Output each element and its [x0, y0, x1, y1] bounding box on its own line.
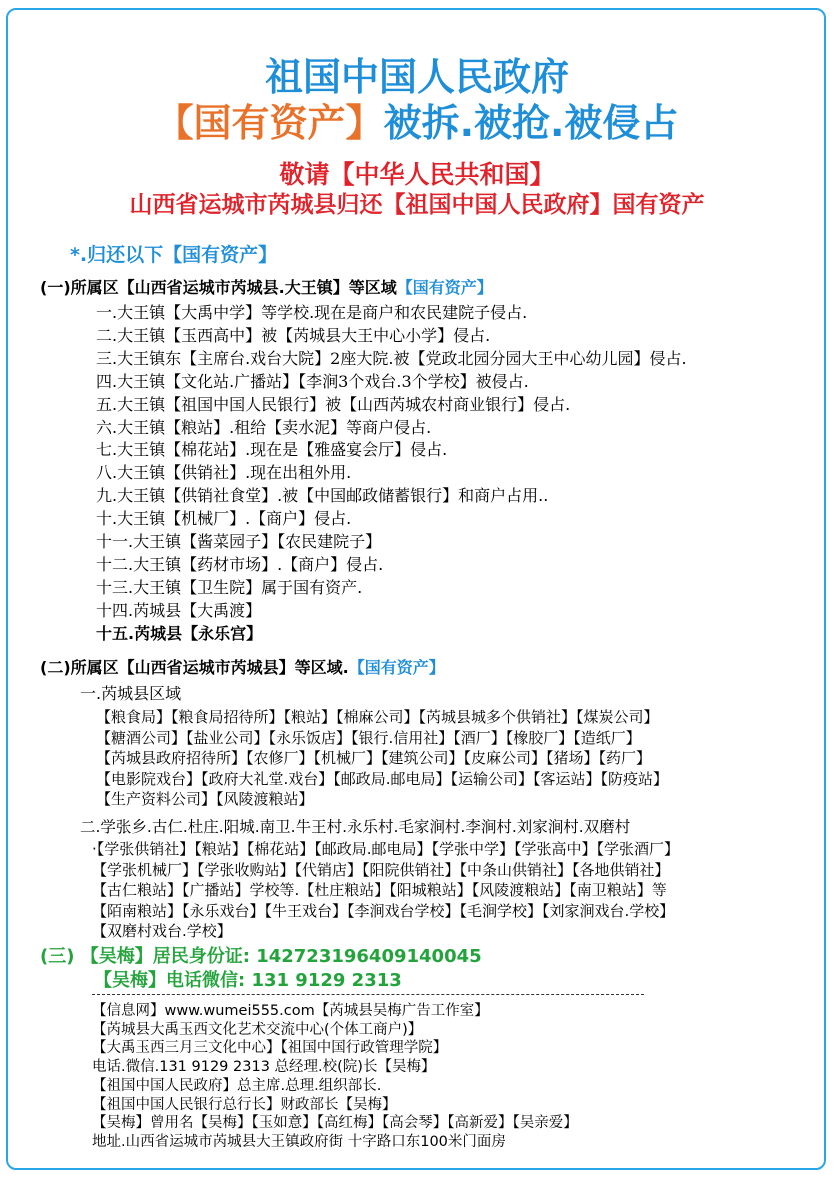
- list-item: 【芮城县政府招待所】【农修厂】【机械厂】【建筑公司】【皮麻公司】【猪场】【药厂】: [96, 749, 652, 768]
- list-item: 十.大王镇【机械厂】.【商户】侵占.: [96, 509, 352, 529]
- request-line-1: 敬请【中华人民共和国】: [279, 160, 555, 189]
- contact-line: 【芮城县大禹玉西文化艺术交流中心(个体工商户)】: [92, 1021, 423, 1038]
- title-line-2: [0, 101, 834, 145]
- title-line-1: 祖国中国人民政府: [264, 55, 569, 99]
- list-item: 【生产资料公司】【风陵渡粮站】: [96, 790, 314, 809]
- section-3-id-line: [40, 948, 482, 966]
- section-1-heading-text: (一)所属区【山西省运城市芮城县.大王镇】等区域: [40, 278, 397, 297]
- section-2-sub-1-title: 一.芮城县区域: [80, 684, 182, 703]
- section-3-id: 【吴梅】居民身份证: 142723196409140045: [80, 946, 482, 967]
- list-item: 【陌南粮站】【永乐戏台】【牛王戏台】【李涧戏台学校】【毛涧学校】【刘家涧戏台.学校】: [92, 901, 675, 920]
- return-heading-bracket: 【国有资产】: [163, 244, 278, 266]
- title-bracket-text: 【国有资产】: [155, 101, 384, 145]
- section-3-prefix: (三): [40, 946, 75, 967]
- list-item: 【粮食局】【粮食局招待所】【粮站】【棉麻公司】【芮城县城多个供销社】【煤炭公司】: [96, 708, 659, 726]
- list-item: 三.大王镇东【主席台.戏台大院】2座大院.被【党政北园分园大王中心幼儿园】侵占.: [96, 348, 687, 368]
- request-line-2-a: 山西省运城市芮城县归还: [129, 192, 383, 218]
- list-item: 六.大王镇【粮站】.租给【卖水泥】等商户侵占.: [96, 417, 432, 437]
- contact-line: 电话.微信.131 9129 2313 总经理.校(院)长【吴梅】: [92, 1059, 436, 1076]
- contact-line: 地址.山西省运城市芮城县大王镇政府街 十字路口东100米门面房: [92, 1133, 506, 1150]
- list-item: 十四.芮城县【大禹渡】: [96, 600, 262, 620]
- section-1-heading: [40, 280, 493, 296]
- list-item: 【糖酒公司】【盐业公司】【永乐饭店】【银行.信用社】【酒厂】【橡胶厂】【造纸厂】: [96, 728, 641, 747]
- list-item: 五.大王镇【祖国中国人民银行】被【山西芮城农村商业银行】侵占.: [96, 394, 571, 414]
- list-item: 八.大王镇【供销社】.现在出租外用.: [96, 463, 352, 483]
- list-item: 七.大王镇【棉花站】.现在是【雅盛宴会厅】侵占.: [96, 440, 448, 460]
- contact-line: 【信息网】www.wumei555.com【芮城县吴梅广告工作室】: [92, 1003, 489, 1019]
- list-item: 十二.大王镇【药材市场】.【商户】侵占.: [96, 554, 384, 574]
- return-heading: [70, 246, 277, 265]
- list-item: 【电影院戏台】【政府大礼堂.戏台】【邮政局.邮电局】【运输公司】【客运站】【防疫站】: [96, 769, 669, 788]
- section-2-sub-2-title: 二.学张乡.古仁.杜庄.阳城.南卫.牛王村.永乐村.毛家涧村.李涧村.刘家涧村.双磨村: [80, 818, 631, 836]
- request-line-2: [0, 194, 834, 217]
- list-item: 【古仁粮站】【广播站】学校等.【杜庄粮站】【阳城粮站】【风陵渡粮站】【南卫粮站】等: [92, 881, 667, 900]
- contact-line: 【祖国中国人民银行总行长】财政部长【吴梅】: [92, 1096, 397, 1113]
- list-item: 十五.芮城县【永乐宫】: [96, 623, 263, 643]
- contact-line: 【大禹玉西三月三文化中心】【祖国中国行政管理学院】: [92, 1040, 448, 1057]
- list-item: 九.大王镇【供销社食堂】.被【中国邮政储蓄银行】和商户占用..: [96, 486, 549, 506]
- list-item: 【学张机械厂】【学张收购站】【代销店】【阳院供销社】【中条山供销社】【各地供销社】: [92, 860, 670, 879]
- title-rest-text: 被拆.被抢.被侵占: [383, 101, 679, 145]
- section-2-heading-tag: 【国有资产】: [348, 658, 445, 677]
- contact-line: 【祖国中国人民政府】总主席.总理.组织部长.: [92, 1077, 382, 1094]
- list-item: ·【学张供销社】【粮站】【棉花站】【邮政局.邮电局】【学张中学】【学张高中】【学张酒厂】: [92, 840, 680, 858]
- section-3-phone: 【吴梅】电话微信: 131 9129 2313: [94, 970, 402, 991]
- section-2-heading: [40, 660, 445, 676]
- section-2-heading-text: (二)所属区【山西省运城市芮城县】等区域.: [40, 658, 349, 677]
- request-line-2-b: 【祖国中国人民政府】: [382, 192, 613, 218]
- list-item: 四.大王镇【文化站.广播站】【李涧3个戏台.3个学校】被侵占.: [96, 371, 529, 391]
- contact-line: 【吴梅】曾用名【吴梅】【玉如意】【高红梅】【高会琴】【高新爱】【吴亲爱】: [92, 1115, 578, 1132]
- list-item: 十三.大王镇【卫生院】属于国有资产.: [96, 577, 363, 597]
- request-line-2-c: 国有资产: [612, 192, 705, 218]
- return-heading-prefix: *.归还以下: [70, 244, 164, 266]
- list-item: 十一.大王镇【酱菜园子】【农民建院子】: [96, 532, 382, 551]
- list-item: 一.大王镇【大禹中学】等学校.现在是商户和农民建院子侵占.: [96, 303, 528, 322]
- section-1-heading-tag: 【国有资产】: [396, 278, 493, 297]
- list-item: 【双磨村戏台.学校】: [92, 922, 232, 941]
- divider-dashed: [92, 994, 644, 995]
- list-item: 二.大王镇【玉西高中】被【芮城县大王中心小学】侵占.: [96, 325, 491, 345]
